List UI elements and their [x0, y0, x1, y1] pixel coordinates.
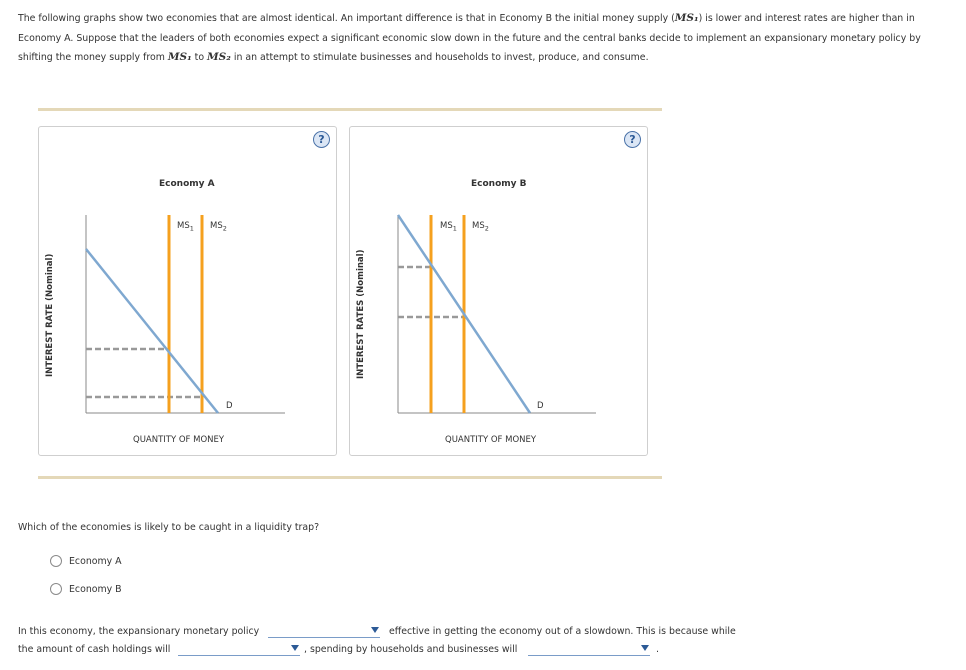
cash-holdings-dropdown[interactable]: [178, 644, 300, 656]
radio-economy-b[interactable]: [50, 583, 62, 595]
x-axis-label: QUANTITY OF MONEY: [445, 435, 537, 445]
graph-panel-economy-a: [38, 126, 337, 456]
x-axis-label: QUANTITY OF MONEY: [133, 435, 225, 445]
graph-title: Economy B: [471, 179, 527, 189]
demand-curve: [86, 249, 218, 413]
help-icon[interactable]: ?: [624, 131, 641, 148]
ms1-symbol: MS₁: [167, 51, 192, 64]
ms2-label: $MS_2$: [210, 221, 227, 233]
chevron-down-icon: [641, 645, 649, 651]
graph-title: Economy A: [159, 179, 215, 189]
question-text: Which of the economies is likely to be caught in a liquidity trap?: [18, 522, 320, 533]
ms1-label: $MS_1$: [440, 221, 457, 233]
option-economy-b[interactable]: Economy B: [50, 583, 122, 595]
demand-label: D: [537, 401, 544, 411]
chevron-down-icon: [371, 627, 379, 633]
graph-plot-area: [350, 127, 647, 455]
chevron-down-icon: [291, 645, 299, 651]
graph-plot-area: [39, 127, 336, 455]
fill-line2-mid: , spending by households and businesses will: [304, 644, 518, 655]
demand-label: D: [226, 401, 233, 411]
divider-top: [38, 108, 662, 111]
option-economy-a[interactable]: Economy A: [50, 555, 122, 567]
ms2-label: $MS_2$: [472, 221, 489, 233]
y-axis-label: INTEREST RATES (Nominal): [356, 249, 366, 379]
graph-panel-economy-b: [349, 126, 648, 456]
policy-effectiveness-dropdown[interactable]: [268, 626, 380, 638]
help-icon[interactable]: ?: [313, 131, 330, 148]
divider-bottom: [38, 476, 662, 479]
intro-paragraph: The following graphs show two economies that are almost identical. An important difference is that in Economy B the initial money supply (MS₁) is lower and interest rates are higher than in Economy A. Suppose that the leaders of both economies expect a significant economic slow down in the future and the central banks decide to implement an expansionary monetary policy by shifting the money supply from MS₁ to MS₂ in an attempt to stimulate businesses and households to invest, produce, and consume.: [18, 12, 921, 64]
fill-line1-start: In this economy, the expansionary monetary policy: [18, 626, 260, 637]
y-axis-label: INTEREST RATE (Nominal): [45, 253, 55, 377]
fill-line2-start: the amount of cash holdings will: [18, 644, 171, 655]
ms1-label: $MS_1$: [177, 221, 194, 233]
ms1-symbol: MS₁: [674, 12, 699, 24]
spending-dropdown[interactable]: [528, 644, 650, 656]
fill-line1-end: effective in getting the economy out of a slowdown. This is because while: [389, 626, 736, 637]
fill-line2-end: .: [656, 644, 659, 655]
radio-economy-a[interactable]: [50, 555, 62, 567]
ms2-symbol: MS₂: [207, 51, 231, 64]
